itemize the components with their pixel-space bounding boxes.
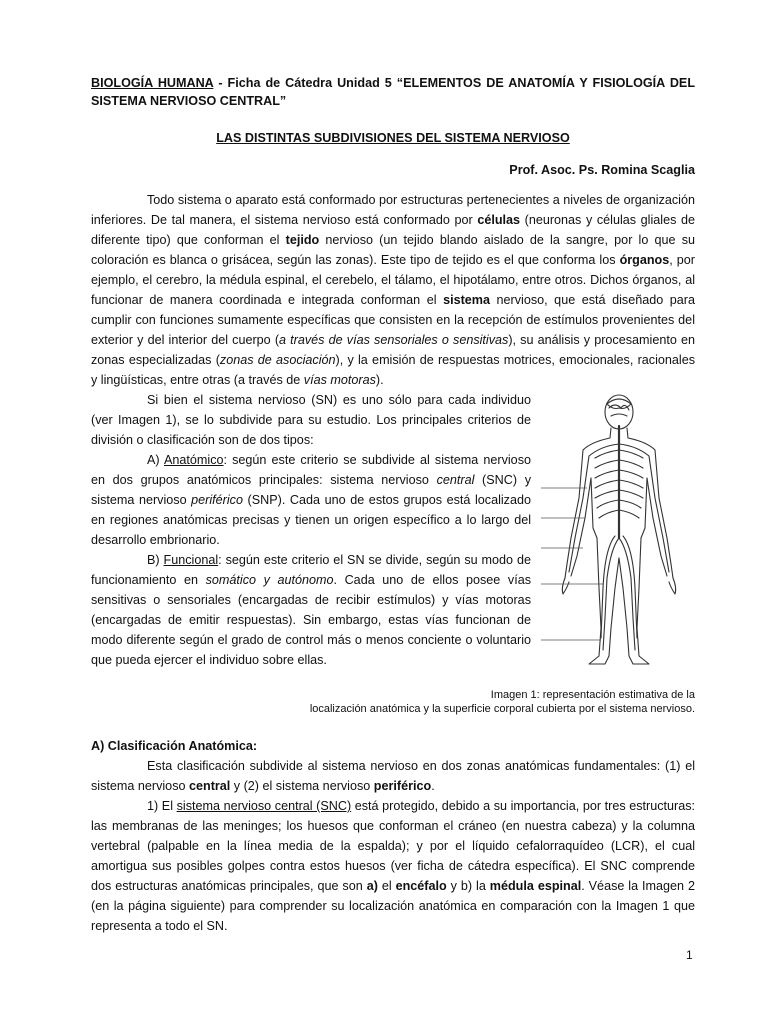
figure-caption (91, 688, 695, 716)
left-column (91, 390, 531, 670)
caption-line-2: localización anatómica y la superficie corporal cubierta por el sistema nervioso. (309, 703, 695, 715)
document-header (91, 74, 695, 110)
header-rest: - Ficha de Cátedra Unidad 5 “ELEMENTOS DE ANATOMÍA Y FISIOLOGÍA DEL SISTEMA NERVIOSO CENTRAL” (91, 76, 696, 108)
paragraph-classification: Esta clasificación subdivide al sistema nervioso en dos zonas anatómicas fundamentales: (1) el sistema nervioso central y (2) el sistema nervioso periférico. (91, 759, 695, 793)
paragraph-snc: 1) El sistema nervioso central (SNC) está protegido, debido a su importancia, por tres estructuras: las membranas de las meninges; los huesos que conforman el cráneo (en nuestra cabeza) y la columna vertebral (palpable en la línea media de la espalda); y por el líquido cefalorraquídeo (LCR), el cual amortigua sus posibles golpes contra estos huesos (ver ficha de cátedra específica). El SNC comprende dos estructuras anatómicas principales, que son a) el encéfalo y b) la médula espinal. Véase la Imagen 2 (en la página siguiente) para comprender su localización anatómica en comparación con la Imagen 1 que representa a todo el SN. (91, 799, 696, 933)
document-page (91, 74, 695, 936)
course-name: BIOLOGÍA HUMANA (91, 76, 214, 90)
section-heading: A) Clasificación Anatómica: (91, 739, 258, 753)
paragraph-funcional: B) Funcional: según este criterio el SN se divide, según su modo de funcionamiento en somático y autónomo. Cada uno de ellos posee vías sensitivas o sensoriales (encargadas de recibir estímulos) y vías motoras (encargadas de emitir respuestas). Sin embargo, estas vías funcionan de modo diferente según el grado de control más o menos conciente o voluntario que pueda ejercer el individuo sobre ellas. (91, 553, 532, 667)
page-number: 1 (686, 948, 693, 962)
paragraph-intro: Todo sistema o aparato está conformado por estructuras pertenecientes a niveles de organización inferiores. De tal manera, el sistema nervioso está conformado por células (neuronas y células gliales de diferente tipo) que conforman el tejido nervioso (un tejido blando aislado de la sangre, por lo que su coloración es blanca o grisácea, según las zonas). Este tipo de tejido es el que conforma los órganos, por ejemplo, el cerebro, la médula espinal, el cerebelo, el tálamo, el hipotálamo, entre otros. Dichos órganos, al funcionar de manera coordinada e integrada conforman el sistema nervioso, que está diseñado para cumplir con funciones sumamente específicas que consisten en la recepción de estímulos provenientes del exterior y del interior del cuerpo (a través de vías sensoriales o sensitivas), su análisis y procesamiento en zonas especializadas (zonas de asociación), y la emisión de respuestas motrices, emocionales, racionales y lingüísticas, entre otras (a través de vías motoras). (91, 193, 696, 387)
nervous-system-figure (539, 388, 699, 673)
paragraph-criteria: Si bien el sistema nervioso (SN) es uno sólo para cada individuo (ver Imagen 1), se lo subdivide para su estudio. Los principales criterios de división o clasificación son de dos tipos: (91, 393, 531, 447)
document-title: LAS DISTINTAS SUBDIVISIONES DEL SISTEMA NERVIOSO (216, 131, 570, 145)
caption-line-1: Imagen 1: representación estimativa de la (490, 689, 695, 701)
author: Prof. Asoc. Ps. Romina Scaglia (509, 163, 695, 177)
paragraph-anatomico: A) Anatómico: según este criterio se subdivide al sistema nervioso en dos grupos anatómicos principales: sistema nervioso central (SNC) y sistema nervioso periférico (SNP). Cada uno de estos grupos está localizado en regiones anatómicas precisas y tienen un origen específico a lo largo del desarrollo embrionario. (91, 453, 531, 547)
nervous-system-illustration (539, 388, 699, 673)
